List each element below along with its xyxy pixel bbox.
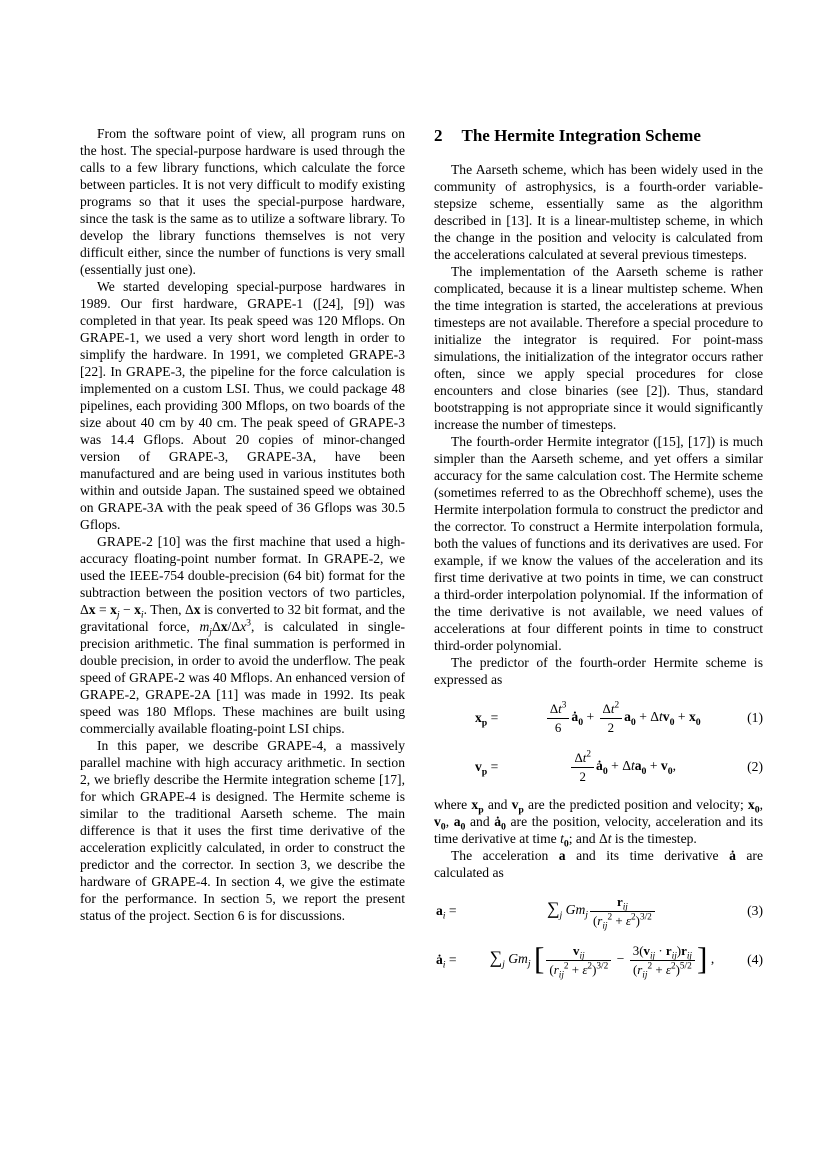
equation-2-number: (2) [747,758,763,774]
equation-3-rhs: $\sum_j$ $Gm_j$ $\frac{r_{ij}}{(r_{ij}^2 + \varepsilon^2)^{3/2}}$ [457,894,748,928]
force-equations [434,894,763,981]
section-title: The Hermite Integration Scheme [461,126,701,145]
section-number: 2 [434,126,443,145]
paragraph-implementation: The implementation of the Aarseth scheme is rather complicated, because it is a linear multistep scheme. When the time integration is started, the accelerations at previous timesteps are not available. Therefore a special procedure to initialize the integrator is required. For point-mass simulations, the initialization of the integrator occurs rather often, since we apply special procedures for close encounters and close binaries (see [2]). Thus, standard bootstrapping is not appropriate since it would significantly increase the number of timesteps. [434,264,763,432]
section-heading [434,125,763,146]
two-column-layout [80,125,763,989]
equation-3 [434,894,763,932]
predictor-equations [434,701,763,784]
equation-4-lhs: $ȧ_i$ = [436,951,457,971]
paragraph-grape1-grape3: We started developing special-purpose hardwares in 1989. Our first hardware, GRAPE-1 ([24], [9]) was completed in that year. Its peak speed was 120 Mflops. On GRAPE-1, we used a very short word length in order to simplify the hardware. In 1991, we completed GRAPE-3 [22]. In GRAPE-3, the pipeline for the force calculation is implemented on a custom LSI. Thus, we could package 48 pipelines, each providing 300 Mflops, on two boards of the size about 40 cm by 40 cm. The peak speed of GRAPE-3 was 14.4 Gflops. About 20 copies of minor-changed version of GRAPE-3, GRAPE-3A, have been manufactured and are being used in various institutes both within and outside Japan. The sustained speed we obtained on GRAPE-3A with the peak speed of 36 Gflops was 30.5 Gflops. [80,279,405,532]
equation-1-rhs: $\frac{\Delta t^3}{6}$ $ȧ_0$ + $\frac{\Delta t^2}{2}$ $a_0 + \Delta tv_0 + x_0$ [498,701,747,735]
left-column [80,125,405,924]
equation-2-rhs: $\frac{\Delta t^2}{2}$ $ȧ_0 + \Delta ta_0 + v_0$, [498,750,747,784]
equation-1 [434,701,763,735]
paragraph-acceleration-intro: The acceleration a and its time derivative ȧ are calculated as [434,848,763,880]
paragraph-aarseth: The Aarseth scheme, which has been widely used in the community of astrophysics, is a fourth-order variable-stepsize scheme, essentially same as the algorithm described in [13]. It is a linear-multistep scheme, in which the change in the position and velocity is calculated from the accelerations calculated at several previous timesteps. [434,162,763,262]
paragraph-grape2: GRAPE-2 [10] was the first machine that used a high-accuracy floating-point number format. In GRAPE-2, we used the IEEE-754 double-precision (64 bit) format for the subtraction between the position vectors of two particles, $\Delta x = x_j - x_i$. Then, Δx is converted to 32 bit format, and the gravitational force, $m_j\Delta x/\Delta x^3$, is calculated in single-precision arithmetic. The final summation is performed in double precision, in order to avoid the underflow. The peak speed of GRAPE-2 was 40 Mflops. An enhanced version of GRAPE-2, GRAPE-2A [11] was made in 1992. Its peak speed was 180 Mflops. These machines are built using commercially available floating-point LSI chips. [80,534,406,736]
paragraph-this-paper: In this paper, we describe GRAPE-4, a massively parallel machine with high accuracy arithmetic. In section 2, we briefly describe the Hermite integration scheme [17], for which GRAPE-4 is designed. The Hermite scheme is similar to the traditional Aarseth scheme. The main difference is that it uses the first time derivative of the acceleration explicitly calculated, in order to construct the predictor and the corrector. In section 3, we describe the hardware of GRAPE-4. In section 4, we give the estimate for the performance. In section 5, we report the present status of the project. Section 6 is for discussions. [80,738,405,923]
paragraph-hermite-integrator: The fourth-order Hermite integrator ([15], [17]) is much simpler than the Aarseth scheme, and yet offers a similar accuracy for the same calculation cost. The Hermite scheme (sometimes referred to as the Obrechhoff scheme), uses the Hermite interpolation formula to construct the predictor and the corrector. To construct a Hermite interpolation formula, both the values of functions and its derivatives are used. For example, if we know the values of the acceleration and its first time derivative at two points in time, we can construct a third-order interpolation polynomial. If the information of the time derivative is not available, we need values of accelerations at four different points in time to construct third-order polynomial. [434,434,763,653]
equation-3-lhs: $a_i$ = [436,902,457,922]
equation-2-lhs: $v_p$ = [475,758,499,778]
equation-1-number: (1) [747,709,763,725]
right-column [434,125,763,989]
equation-4 [434,941,763,981]
paragraph-predictor-intro: The predictor of the fourth-order Hermite scheme is expressed as [434,655,763,687]
equation-2 [434,750,763,784]
equation-4-number: (4) [747,951,763,967]
paragraph-where: where $x_p$ and $v_p$ are the predicted position and velocity; $x_0$, $v_0$, $a_0$ and $ȧ_0$ are the position, velocity, acceleration and its time derivative at time $t_0$; and Δt is the timestep. [434,797,763,850]
equation-4-rhs: $\sum_j$ $Gm_j$ [ $\frac{v_{ij}}{(r_{ij}^2 + \varepsilon^2)^{3/2}}$ − $\frac{3(v_{ij} \cdot r_{ij})r_{ij}}{(r_{ij}^2 + \varepsilon^2)^{5/2}}$ ] , [489,941,715,981]
paragraph-software: From the software point of view, all program runs on the host. The special-purpose hardware is used through the calls to a few library functions, which calculate the force between particles. It is not very difficult to modify existing programs so that it uses the special-purpose hardware, since the task is the same as to utilize a software library. To develop the library functions themselves is not very difficult either, since the number of functions is very small (essentially just one). [80,126,405,277]
equation-1-lhs: $x_p$ = [475,709,499,729]
equation-3-number: (3) [747,902,763,918]
